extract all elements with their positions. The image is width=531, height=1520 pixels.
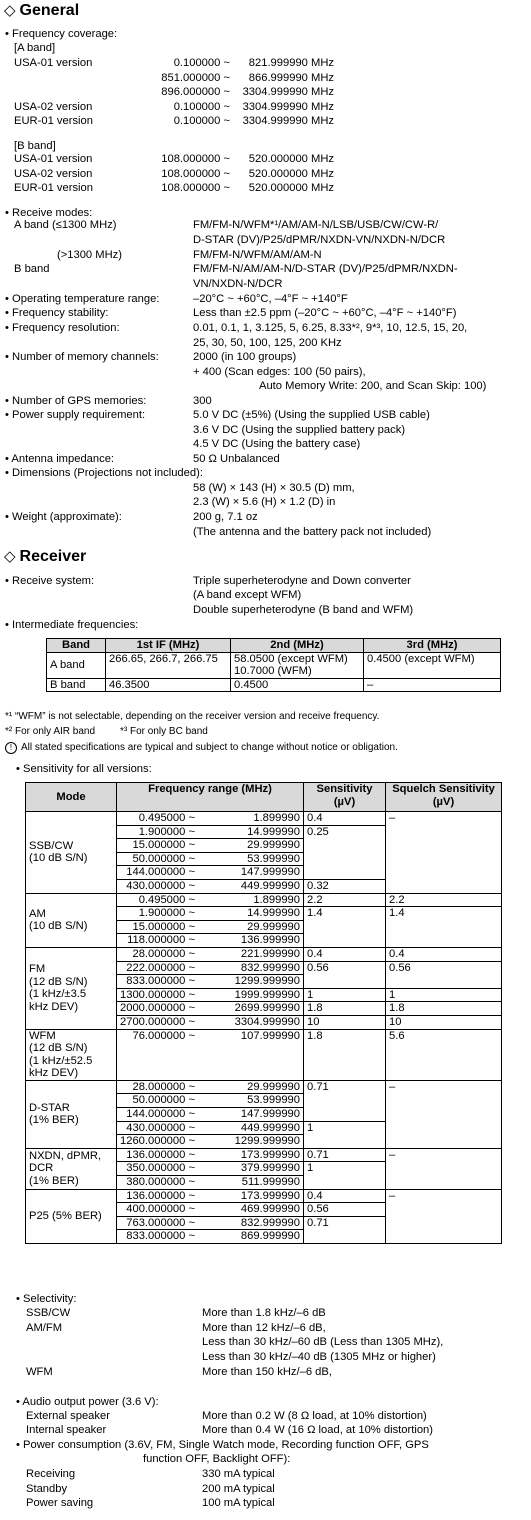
a-band-label: [A band] [14,42,56,54]
sens-header-sensitivity: Sensitivity (µV) [304,783,386,812]
freq-start: 0.100000 ~ [173,115,230,128]
receive-system-label: • Receive system: [5,575,95,587]
freq-start: 0.100000 ~ [173,100,230,113]
sens-range-cell: 76.000000 ~ 107.999990 [117,1029,304,1080]
squelch-cell: 1 [386,988,502,1002]
b-band-modes-label: B band [14,263,50,275]
sens-header-mode: Mode [26,783,117,812]
sens-range-cell: 144.000000 ~ 147.999990 [117,1108,304,1122]
squelch-cell: 10 [386,1015,502,1029]
sensitivity-cell: 1.8 [304,1029,386,1080]
sensitivity-cell: 10 [304,1015,386,1029]
if-header-band: Band [47,639,106,653]
sens-range-cell: 430.000000 ~ 449.999990 [117,879,304,893]
sens-mode-cell: D-STAR (1% BER) [26,1080,117,1148]
sens-row [26,1148,502,1162]
if-header-3rd: 3rd (MHz) [364,639,501,653]
sens-table-header [26,783,502,812]
freq-end: 520.000000 MHz [248,153,334,165]
audio-int-label: Internal speaker [26,1424,107,1436]
sel-amfm-value-2: Less than 30 kHz/–60 dB (Less than 1305 MHz), [202,1336,444,1348]
squelch-cell: 0.4 [386,947,502,961]
squelch-cell: – [386,1080,502,1148]
freq-start: 0.100000 ~ [173,57,230,69]
a-band-1300-label: A band (≤1300 MHz) [14,219,117,231]
version-label: USA-01 version [14,57,93,69]
sensitivity-cell: 0.71 [304,1080,386,1121]
weight-value-1: 200 g, 7.1 oz [193,511,258,523]
info-note: ! All stated specifications are typical and subject to change without notice or obligation. [5,741,398,756]
b-band-modes-value-2: VN/NXDN-N/DCR [193,278,283,290]
audio-int-value: More than 0.4 W (16 Ω load, at 10% distortion) [202,1424,433,1436]
if-table-header [47,639,501,653]
sens-range-cell: 144.000000 ~ 147.999990 [117,866,304,880]
sensitivity-cell: 0.56 [304,1203,386,1217]
sel-ssb-value: More than 1.8 kHz/–6 dB [202,1307,326,1319]
sens-range-cell: 1.900000 ~ 14.999990 [117,907,304,921]
sens-range-cell: 2700.000000 ~ 3304.999990 [117,1015,304,1029]
if-row-b [47,678,501,692]
freq-end: 3304.999990 MHz [242,86,334,99]
selectivity-label: • Selectivity: [16,1293,77,1305]
pc-receiving-value: 330 mA typical [202,1468,275,1480]
freq-start: 108.000000 ~ [161,153,230,165]
sel-wfm-value: More than 150 kHz/–6 dB, [202,1366,332,1378]
sens-header-squelch: Squelch Sensitivity (µV) [386,783,502,812]
temp-label: • Operating temperature range: [5,293,160,305]
sensitivity-cell: 1 [304,988,386,1002]
sens-range-cell: 50.000000 ~ 53.999990 [117,1094,304,1108]
pc-saving-label: Power saving [26,1497,94,1509]
pc-receiving-label: Receiving [26,1468,76,1480]
intermediate-freq-label: • Intermediate frequencies: [5,619,139,631]
if-cell-second: 0.4500 [231,678,364,692]
sensitivity-cell: 0.56 [304,961,386,988]
footnote-3: *³ For only BC band [120,726,208,737]
sens-range-cell: 0.495000 ~ 1.899990 [117,812,304,826]
sens-range-cell: 118.000000 ~ 136.999990 [117,934,304,948]
footnote-1: *¹ “WFM” is not selectable, depending on the receiver version and receive frequency. [5,711,380,722]
sens-mode-cell: AM (10 dB S/N) [26,893,117,947]
sens-mode-cell: P25 (5% BER) [26,1189,117,1243]
squelch-cell: 0.56 [386,961,502,988]
receive-system-value-2: (A band except WFM) [193,589,302,601]
stability-value: Less than ±2.5 ppm (–20°C ~ +60°C, –4°F ~ +140°F) [193,307,457,319]
if-header-2nd: 2nd (MHz) [231,639,364,653]
sens-range-cell: 2000.000000 ~ 2699.999990 [117,1002,304,1016]
sensitivity-table [25,782,502,1244]
squelch-cell: 2.2 [386,893,502,907]
sensitivity-cell: 0.71 [304,1148,386,1162]
pc-saving-value: 100 mA typical [202,1497,275,1509]
temp-value: –20°C ~ +60°C, –4°F ~ +140°F [193,293,348,305]
if-row-a [47,652,501,678]
freq-end: 520.000000 MHz [248,182,334,195]
sensitivity-cell: 0.4 [304,812,386,826]
sens-mode-cell: NXDN, dPMR, DCR (1% BER) [26,1148,117,1189]
squelch-cell: 1.8 [386,1002,502,1016]
sens-range-cell: 15.000000 ~ 29.999990 [117,839,304,853]
if-cell-second: 58.0500 (except WFM) 10.7000 (WFM) [231,652,364,678]
pc-standby-value: 200 mA typical [202,1483,275,1495]
version-label: EUR-01 version [14,115,93,128]
sensitivity-cell: 0.4 [304,1189,386,1203]
sel-amfm-value-3: Less than 30 kHz/–40 dB (1305 MHz or higher) [202,1351,436,1363]
b-band-modes-value-1: FM/FM-N/AM/AM-N/D-STAR (DV)/P25/dPMR/NXDN- [193,263,458,275]
sens-range-cell: 763.000000 ~ 832.999990 [117,1216,304,1230]
version-label: USA-01 version [14,153,93,165]
a-band-gt1300-value: FM/FM-N/WFM/AM/AM-N [193,249,322,261]
audio-label: • Audio output power (3.6 V): [16,1396,159,1408]
version-label: EUR-01 version [14,182,93,195]
sensitivity-cell: 0.71 [304,1216,386,1243]
freq-start: 896.000000 ~ [161,86,230,99]
if-cell-first: 46.3500 [106,678,231,692]
b-band-label: [B band] [14,140,56,152]
if-cell-third: 0.4500 (except WFM) [364,652,501,678]
sens-mode-cell: SSB/CW (10 dB S/N) [26,812,117,894]
sens-range-cell: 136.000000 ~ 173.999990 [117,1189,304,1203]
sens-row [26,812,502,826]
sens-range-cell: 50.000000 ~ 53.999990 [117,852,304,866]
sel-amfm-value-1: More than 12 kHz/–6 dB, [202,1322,326,1334]
power-value-3: 4.5 V DC (Using the battery case) [193,438,361,450]
sens-mode-cell: WFM (12 dB S/N) (1 kHz/±52.5 kHz DEV) [26,1029,117,1080]
sens-range-cell: 350.000000 ~ 379.999990 [117,1162,304,1176]
gps-value: 300 [193,395,212,407]
sens-row [26,1029,502,1080]
freq-end: 821.999990 MHz [248,57,334,69]
diamond-icon: ◇ [4,548,16,565]
freq-end: 3304.999990 MHz [242,100,334,113]
a-band-1300-value-2: D-STAR (DV)/P25/dPMR/NXDN-VN/NXDN-N/DCR [193,234,446,246]
sens-range-cell: 833.000000 ~ 869.999990 [117,1230,304,1244]
power-value-1: 5.0 V DC (±5%) (Using the supplied USB cable) [193,409,430,421]
a-band-1300-value-1: FM/FM-N/WFM*¹/AM/AM-N/LSB/USB/CW/CW-R/ [193,219,439,231]
sens-range-cell: 15.000000 ~ 29.999990 [117,920,304,934]
diamond-icon: ◇ [4,2,16,19]
power-label: • Power supply requirement: [5,409,146,421]
freq-start: 108.000000 ~ [161,167,230,180]
receive-system-value-1: Triple superheterodyne and Down converter [193,575,411,587]
sensitivity-cell: 0.32 [304,879,386,893]
freq-end: 3304.999990 MHz [242,115,334,128]
sens-range-cell: 0.495000 ~ 1.899990 [117,893,304,907]
if-cell-band: A band [47,652,106,678]
receive-modes-label: • Receive modes: [5,207,93,219]
power-consumption-label-2: function OFF, Backlight OFF): [143,1453,291,1465]
sensitivity-cell: 0.25 [304,825,386,879]
weight-label: • Weight (approximate): [5,511,122,523]
gps-label: • Number of GPS memories: [5,395,147,407]
power-consumption-label-1: • Power consumption (3.6V, FM, Single Watch mode, Recording function OFF, GPS [16,1439,429,1451]
sens-range-cell: 430.000000 ~ 449.999990 [117,1121,304,1135]
sensitivity-cell: 1.8 [304,1002,386,1016]
squelch-cell: 1.4 [386,907,502,948]
pc-standby-label: Standby [26,1483,68,1495]
if-cell-band: B band [47,678,106,692]
audio-ext-value: More than 0.2 W (8 Ω load, at 10% distortion) [202,1410,427,1422]
receive-system-value-3: Double superheterodyne (B band and WFM) [193,604,414,616]
squelch-cell: – [386,812,502,894]
sensitivity-cell: 1 [304,1162,386,1189]
receiver-heading: ◇ Receiver [4,548,87,565]
sens-header-range: Frequency range (MHz) [117,783,304,812]
audio-ext-label: External speaker [26,1410,110,1422]
power-value-2: 3.6 V DC (Using the supplied battery pack) [193,424,406,436]
squelch-cell: – [386,1148,502,1189]
weight-value-2: (The antenna and the battery pack not included) [193,526,432,538]
sel-ssb-label: SSB/CW [26,1307,71,1319]
resolution-label: • Frequency resolution: [5,322,120,334]
sens-row [26,947,502,961]
resolution-value-1: 0.01, 0.1, 1, 3.125, 5, 6.25, 8.33*², 9*³, 10, 12.5, 15, 20, [193,322,468,334]
memory-value-3: Auto Memory Write: 200, and Scan Skip: 100) [259,380,487,392]
freq-start: 851.000000 ~ [161,71,230,84]
sens-row [26,1080,502,1094]
antenna-label: • Antenna impedance: [5,453,115,465]
sens-range-cell: 380.000000 ~ 511.999990 [117,1176,304,1190]
sens-range-cell: 28.000000 ~ 29.999990 [117,1080,304,1094]
memory-value-1: 2000 (in 100 groups) [193,351,297,363]
info-icon: ! [5,742,17,754]
if-cell-third: – [364,678,501,692]
antenna-value: 50 Ω Unbalanced [193,453,280,465]
freq-coverage-label: • Frequency coverage: [5,28,118,40]
freq-start: 108.000000 ~ [161,182,230,195]
sensitivity-cell: 0.4 [304,947,386,961]
sens-range-cell: 833.000000 ~ 1299.999990 [117,975,304,989]
memory-value-2: + 400 (Scan edges: 100 (50 pairs), [193,366,366,378]
footnote-2: *² For only AIR band [5,726,96,737]
sel-wfm-label: WFM [26,1366,53,1378]
freq-end: 520.000000 MHz [248,167,334,180]
sensitivity-cell: 1.4 [304,907,386,948]
sensitivity-cell: 1 [304,1121,386,1148]
sens-range-cell: 136.000000 ~ 173.999990 [117,1148,304,1162]
sens-range-cell: 222.000000 ~ 832.999990 [117,961,304,975]
sens-row [26,1189,502,1203]
sensitivity-label: • Sensitivity for all versions: [16,763,152,775]
sens-range-cell: 400.000000 ~ 469.999990 [117,1203,304,1217]
freq-end: 866.999990 MHz [248,71,334,84]
sens-range-cell: 28.000000 ~ 221.999990 [117,947,304,961]
squelch-cell: – [386,1189,502,1243]
dimensions-label: • Dimensions (Projections not included): [5,467,203,479]
resolution-value-2: 25, 30, 50, 100, 125, 200 KHz [193,337,342,349]
dimensions-value-2: 2.3 (W) × 5.6 (H) × 1.2 (D) in [193,496,336,508]
sens-range-cell: 1260.000000 ~ 1299.999990 [117,1135,304,1149]
squelch-cell: 5.6 [386,1029,502,1080]
sens-range-cell: 1.900000 ~ 14.999990 [117,825,304,839]
sensitivity-cell: 2.2 [304,893,386,907]
sens-mode-cell: FM (12 dB S/N) (1 kHz/±3.5 kHz DEV) [26,947,117,1029]
version-label: USA-02 version [14,167,93,180]
sens-row [26,893,502,907]
stability-label: • Frequency stability: [5,307,109,319]
version-label: USA-02 version [14,100,93,113]
memory-label: • Number of memory channels: [5,351,159,363]
sel-amfm-label: AM/FM [26,1322,63,1334]
a-band-gt1300-label: (>1300 MHz) [57,249,122,261]
general-heading: ◇ General [4,2,80,19]
dimensions-value-1: 58 (W) × 143 (H) × 30.5 (D) mm, [193,482,355,494]
if-cell-first: 266.65, 266.7, 266.75 [106,652,231,678]
if-table [46,638,501,692]
sens-range-cell: 1300.000000 ~ 1999.999990 [117,988,304,1002]
if-header-1st: 1st IF (MHz) [106,639,231,653]
